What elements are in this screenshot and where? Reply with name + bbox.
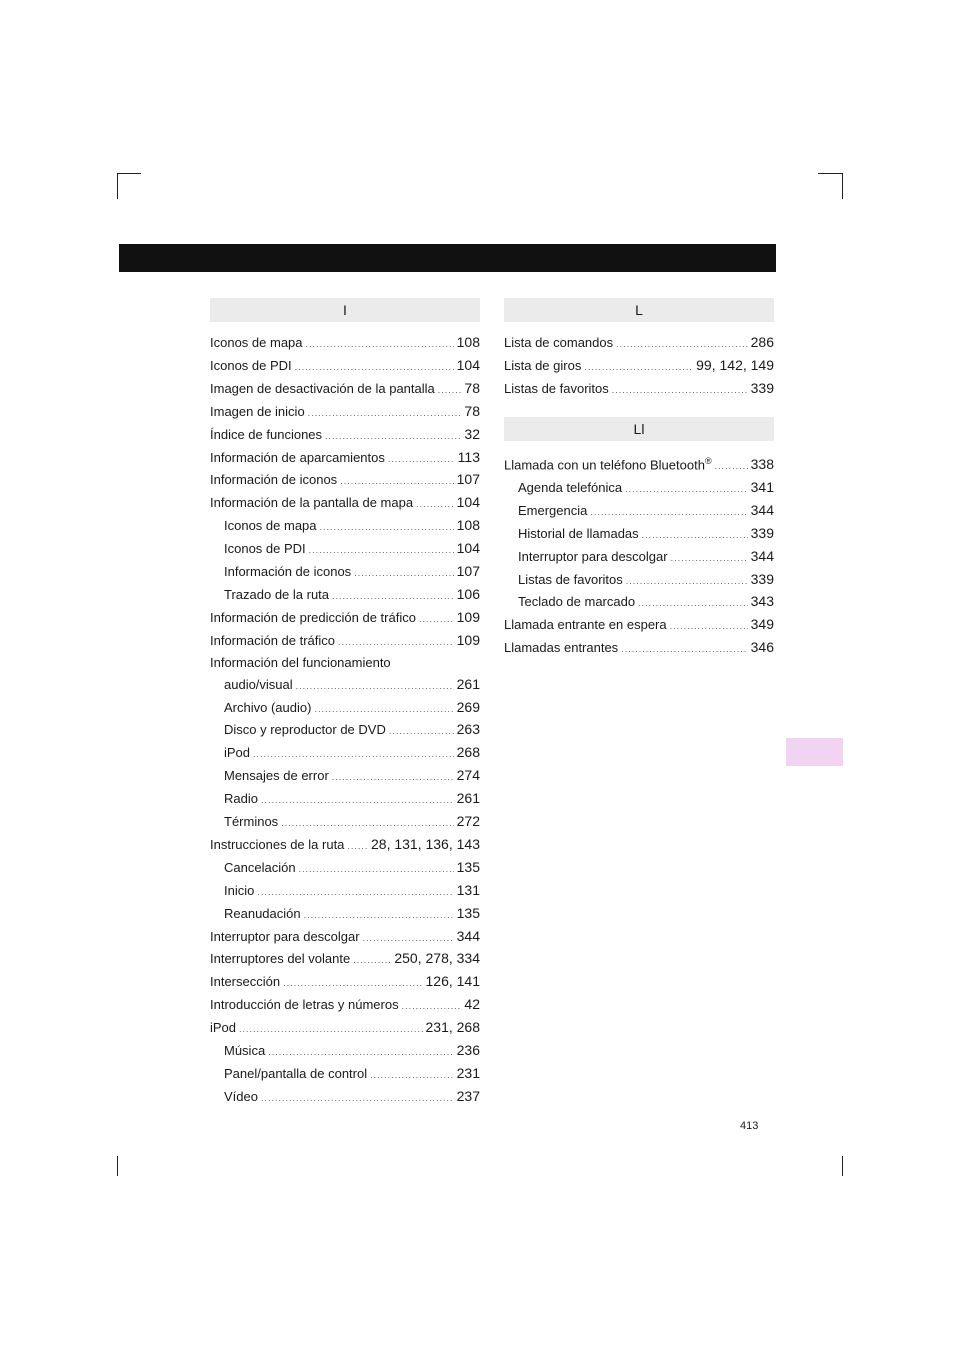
entry-pages: 109 <box>456 631 480 648</box>
index-entry <box>504 332 774 355</box>
leader-dots <box>626 571 748 592</box>
leader-dots <box>590 502 747 523</box>
entry-label: Lista de comandos <box>504 335 614 350</box>
entry-pages: 344 <box>750 547 774 564</box>
entry-pages: 339 <box>750 524 774 541</box>
entry-pages: 104 <box>456 356 480 373</box>
index-entry <box>210 492 480 515</box>
index-entry <box>210 948 480 971</box>
entry-label: Instrucciones de la ruta <box>210 836 345 852</box>
entry-label: Iconos de mapa <box>224 518 317 534</box>
entry-pages: 106 <box>456 585 480 602</box>
entry-label: Información de iconos <box>210 472 338 488</box>
leader-dots <box>438 380 462 401</box>
entry-label: Inicio <box>224 882 255 898</box>
entry-label: Imagen de inicio <box>210 403 305 419</box>
index-entry <box>210 926 480 949</box>
entry-label: Llamada entrante en espera <box>504 617 667 633</box>
index-entry <box>210 332 480 355</box>
entry-label: Imagen de desactivación de la pantalla <box>210 380 435 396</box>
leader-dots <box>299 859 454 880</box>
leader-dots <box>419 609 454 630</box>
entry-label: Música <box>224 1043 266 1059</box>
leader-dots <box>715 456 748 477</box>
entry-pages: 344 <box>456 927 480 944</box>
leader-dots <box>388 449 455 470</box>
leader-dots <box>257 882 453 903</box>
entry-label: iPod <box>210 1020 237 1036</box>
section-heading-ll: Ll <box>504 417 774 441</box>
index-entry <box>504 614 774 637</box>
page-number: 413 <box>740 1120 759 1132</box>
leader-dots <box>295 357 454 378</box>
entry-label: Intersección <box>210 974 281 990</box>
leader-dots <box>281 813 453 834</box>
entry-pages: 274 <box>456 767 480 784</box>
index-subentry <box>210 765 480 788</box>
entry-label: Llamada con un teléfono Bluetooth® <box>504 455 712 473</box>
index-subentry <box>210 1040 480 1063</box>
leader-dots <box>338 632 454 653</box>
leader-dots <box>332 586 454 607</box>
entry-label: Iconos de mapa <box>210 335 303 350</box>
index-entry <box>210 447 480 470</box>
index-entry <box>504 451 774 477</box>
entry-pages: 109 <box>456 608 480 625</box>
index-entry <box>210 994 480 1017</box>
entry-pages: 343 <box>750 593 774 610</box>
entry-pages: 104 <box>456 540 480 557</box>
entry-label: Información de tráfico <box>210 632 336 648</box>
index-subentry <box>504 546 774 569</box>
leader-dots <box>304 905 454 926</box>
entry-label: Llamadas entrantes <box>504 640 619 656</box>
entry-label: iPod <box>224 745 251 761</box>
entry-pages: 338 <box>750 456 774 473</box>
entry-pages: 42 <box>464 996 480 1013</box>
entry-pages: 78 <box>464 402 480 419</box>
section-spacer <box>504 401 774 417</box>
entry-label: Lista de giros <box>504 357 582 373</box>
entry-pages: 78 <box>464 379 480 396</box>
entry-pages: 236 <box>456 1042 480 1059</box>
index-subentry <box>210 697 480 720</box>
index-entry <box>210 401 480 424</box>
entry-label: Información del funcionamiento <box>210 654 391 670</box>
entry-pages: 339 <box>750 379 774 396</box>
leader-dots <box>261 1088 454 1109</box>
entry-pages: 131 <box>456 881 480 898</box>
entry-label: Trazado de la ruta <box>224 586 330 602</box>
index-entry <box>504 378 774 401</box>
index-entry <box>210 834 480 857</box>
index-entry <box>210 971 480 994</box>
index-subentry <box>210 1063 480 1086</box>
entry-pages: 261 <box>456 675 480 692</box>
crop-mark-top-right-h <box>818 173 842 174</box>
side-tab-marker <box>786 738 843 766</box>
leader-dots <box>340 471 453 492</box>
entry-label: Emergencia <box>518 502 588 518</box>
entry-pages: 286 <box>750 334 774 350</box>
index-subentry <box>210 719 480 742</box>
entry-label: Interruptor para descolgar <box>518 548 668 564</box>
entry-label: Mensajes de error <box>224 768 329 784</box>
entry-label: Iconos de PDI <box>210 357 292 373</box>
entry-label: Información de aparcamientos <box>210 449 385 465</box>
index-subentry <box>210 857 480 880</box>
header-bar <box>119 244 776 272</box>
leader-dots <box>314 699 453 720</box>
leader-dots <box>296 676 454 697</box>
entry-pages: 263 <box>456 721 480 738</box>
entry-continuation <box>210 674 480 697</box>
crop-mark-top-left-v <box>117 173 118 199</box>
entry-pages: 349 <box>750 616 774 633</box>
entry-label: Interruptores del volante <box>210 951 351 967</box>
entry-pages: 339 <box>750 570 774 587</box>
leader-dots <box>309 540 454 561</box>
entry-label: Listas de favoritos <box>504 380 609 396</box>
leader-dots <box>308 403 462 424</box>
index-entry <box>210 1017 480 1040</box>
crop-mark-top-left-h <box>117 173 141 174</box>
leader-dots <box>306 334 454 355</box>
crop-mark-bottom-right-v <box>842 1156 843 1176</box>
leader-dots <box>354 563 453 584</box>
entry-pages: 341 <box>750 478 774 495</box>
index-subentry <box>504 591 774 614</box>
entry-pages: 108 <box>456 334 480 350</box>
index-entry <box>504 637 774 660</box>
leader-dots <box>239 1019 422 1040</box>
entry-pages: 231 <box>456 1065 480 1081</box>
entry-pages: 126, 141 <box>425 973 480 990</box>
index-entry <box>504 355 774 378</box>
entry-label: Índice de funciones <box>210 426 323 442</box>
entry-label: Información de la pantalla de mapa <box>210 495 414 511</box>
leader-dots <box>584 357 693 378</box>
entry-label: Radio <box>224 791 258 807</box>
entry-label: Teclado de marcado <box>518 594 636 610</box>
index-entry <box>210 653 480 697</box>
entry-label: Archivo (audio) <box>224 699 312 715</box>
entry-label: Cancelación <box>224 859 296 875</box>
entry-pages: 250, 278, 334 <box>394 950 480 967</box>
leader-dots <box>325 426 461 447</box>
index-column-right <box>504 298 774 660</box>
index-column-left <box>210 298 480 1109</box>
leader-dots <box>261 790 454 811</box>
entry-pages: 268 <box>456 744 480 761</box>
leader-dots <box>389 721 454 742</box>
entry-label: Introducción de letras y números <box>210 997 399 1013</box>
leader-dots <box>253 744 454 765</box>
index-subentry <box>210 1086 480 1109</box>
leader-dots <box>363 928 454 949</box>
index-entry <box>210 378 480 401</box>
entry-label: Disco y reproductor de DVD <box>224 722 386 738</box>
entry-pages: 28, 131, 136, 143 <box>371 835 480 852</box>
index-subentry <box>504 569 774 592</box>
entry-pages: 344 <box>750 501 774 518</box>
entry-label: Información de iconos <box>224 564 352 580</box>
index-subentry <box>210 515 480 538</box>
leader-dots <box>320 517 454 538</box>
leader-dots <box>402 996 462 1017</box>
entry-label: Interruptor para descolgar <box>210 928 360 944</box>
leader-dots <box>616 334 748 355</box>
leader-dots <box>353 950 391 971</box>
entry-label: Panel/pantalla de control <box>224 1066 368 1081</box>
entry-pages: 107 <box>456 471 480 488</box>
registered-mark: ® <box>704 455 712 466</box>
leader-dots <box>332 767 454 788</box>
entry-label: Vídeo <box>224 1088 258 1104</box>
section-heading-l: L <box>504 298 774 322</box>
index-subentry <box>210 561 480 584</box>
entry-label: Listas de favoritos <box>518 571 623 587</box>
leader-dots <box>621 639 747 660</box>
leader-dots <box>625 479 748 500</box>
crop-mark-bottom-left-v <box>117 1156 118 1176</box>
index-subentry <box>504 477 774 500</box>
leader-dots <box>370 1065 454 1086</box>
leader-dots <box>416 494 454 515</box>
entry-pages: 107 <box>456 563 480 580</box>
leader-dots <box>671 548 748 569</box>
entry-pages: 346 <box>750 639 774 656</box>
section-heading-i: I <box>210 298 480 322</box>
index-entry <box>210 630 480 653</box>
index-subentry <box>210 788 480 811</box>
index-subentry <box>210 742 480 765</box>
index-subentry <box>504 500 774 523</box>
entry-label: Reanudación <box>224 905 301 921</box>
entry-pages: 231, 268 <box>425 1019 480 1036</box>
entry-pages: 237 <box>456 1087 480 1104</box>
leader-dots <box>670 616 748 637</box>
entry-pages: 32 <box>464 425 480 442</box>
entry-label: Historial de llamadas <box>518 525 639 541</box>
index-subentry <box>210 584 480 607</box>
leader-dots <box>347 836 368 857</box>
entry-label: Información de predicción de tráfico <box>210 609 416 625</box>
entry-label: Términos <box>224 814 279 830</box>
entry-pages: 269 <box>456 698 480 715</box>
leader-dots <box>638 593 748 614</box>
index-entry <box>210 607 480 630</box>
entry-pages: 135 <box>456 904 480 921</box>
index-entry <box>210 469 480 492</box>
entry-pages: 261 <box>456 790 480 807</box>
leader-dots <box>612 380 748 401</box>
entry-pages: 99, 142, 149 <box>696 356 774 373</box>
entry-pages: 272 <box>456 813 480 830</box>
leader-dots <box>642 525 748 546</box>
index-entry <box>210 424 480 447</box>
entry-label-continued: audio/visual <box>224 676 293 692</box>
entry-pages: 104 <box>456 494 480 511</box>
leader-dots <box>283 973 422 994</box>
leader-dots <box>268 1042 453 1063</box>
entry-label: Iconos de PDI <box>224 541 306 557</box>
index-subentry <box>504 523 774 546</box>
entry-pages: 135 <box>456 858 480 875</box>
index-subentry <box>210 903 480 926</box>
index-subentry <box>210 880 480 903</box>
index-subentry <box>210 538 480 561</box>
entry-pages: 108 <box>456 517 480 534</box>
entry-label: Agenda telefónica <box>518 479 623 495</box>
left-entries <box>210 332 480 1109</box>
crop-mark-top-right-v <box>842 173 843 199</box>
index-entry <box>210 355 480 378</box>
entry-pages: 113 <box>457 448 480 465</box>
index-subentry <box>210 811 480 834</box>
